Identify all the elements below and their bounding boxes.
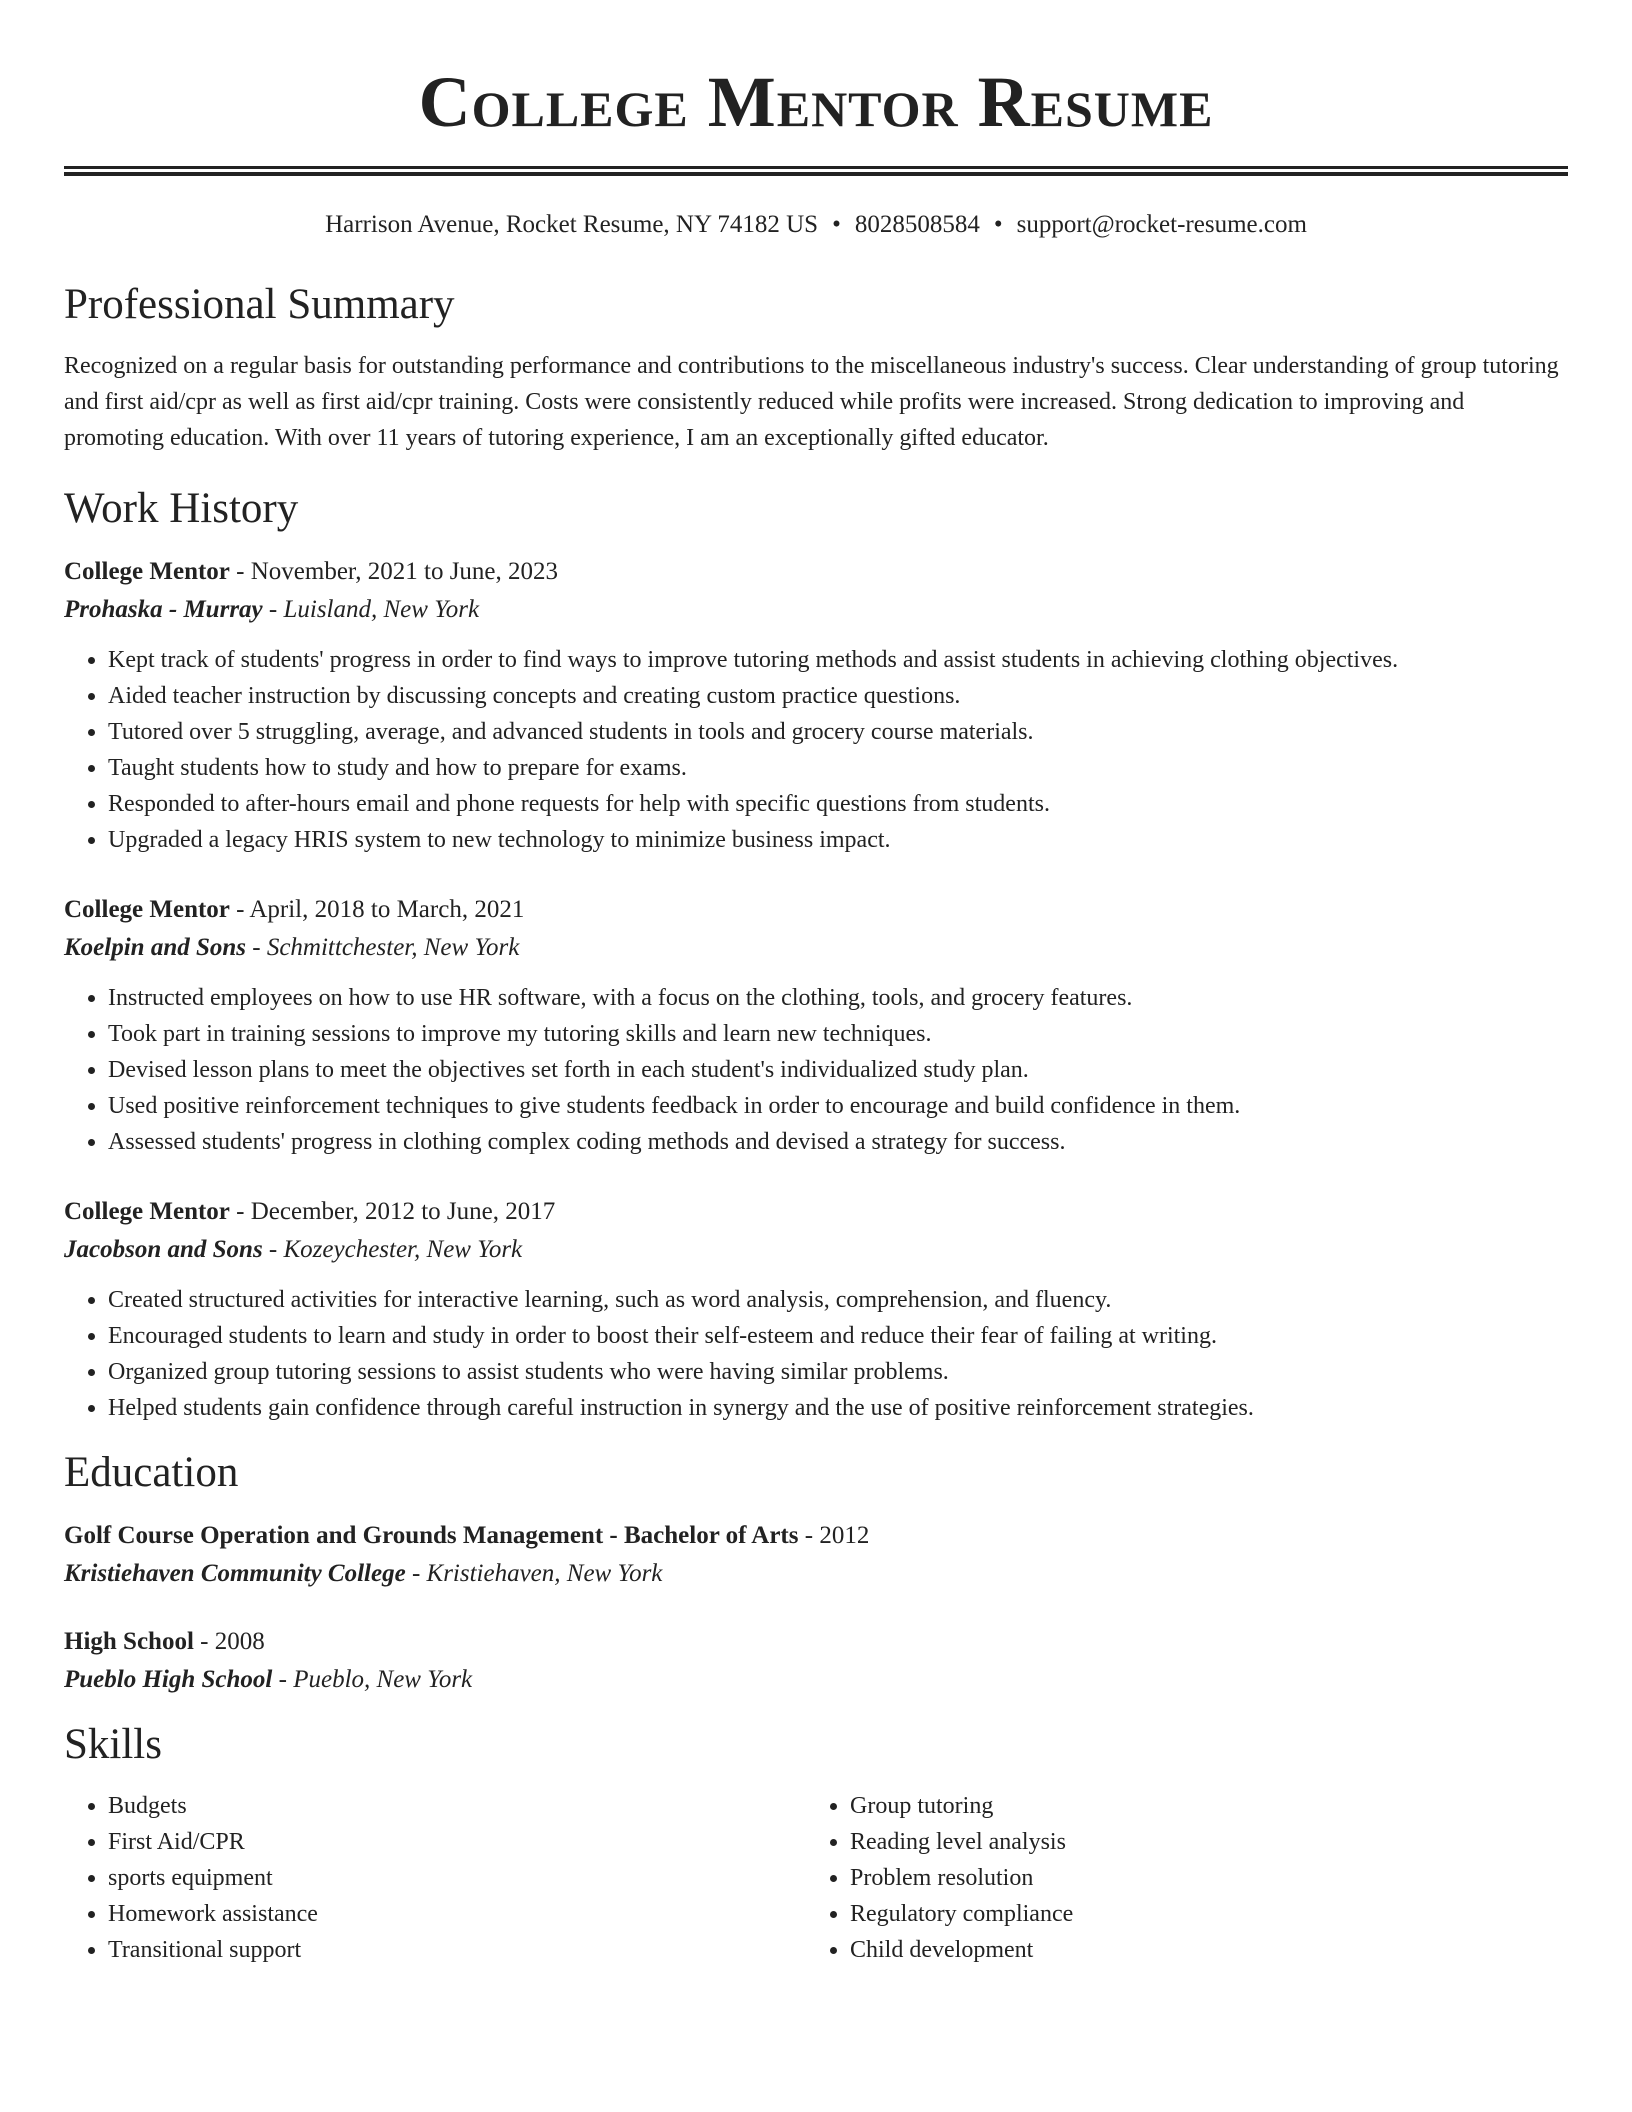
- job-location: - Luisland, New York: [262, 596, 480, 623]
- contact-line: [64, 210, 1568, 240]
- job-duties: [64, 1282, 1568, 1426]
- work-history-heading: Work History: [64, 485, 299, 532]
- job-title-line: [64, 892, 1568, 928]
- skills-column-right: [806, 1788, 1548, 1968]
- job-company-line: [64, 1230, 1568, 1270]
- skills-list: [64, 1788, 1568, 1968]
- job-duty: • Organized group tutoring sessions to assist students who were having similar problems.: [108, 1354, 1568, 1390]
- skill-item: • Reading level analysis: [850, 1824, 1548, 1860]
- education-school-line: [64, 1660, 1568, 1700]
- contact-phone: 8028508584: [854, 211, 980, 238]
- education-school-line: [64, 1554, 1568, 1594]
- job-title-line: [64, 554, 1568, 590]
- education-degree: High School: [64, 1628, 194, 1655]
- job-duty: • Assessed students' progress in clothing complex coding methods and devised a strategy for success.: [108, 1124, 1568, 1160]
- skill-item: • Child development: [850, 1932, 1548, 1968]
- skill-item: • Group tutoring: [850, 1788, 1548, 1824]
- education-location: - Pueblo, New York: [272, 1666, 473, 1693]
- resume-title: College Mentor Resume: [418, 62, 1214, 142]
- job-dates: - April, 2018 to March, 2021: [229, 896, 525, 923]
- job-location: - Schmittchester, New York: [246, 934, 520, 961]
- summary-text: Recognized on a regular basis for outstanding performance and contributions to the miscellaneous industry's success. Clear understanding of group tutoring and first aid/cpr as well as first aid/cpr training. Costs were consistently reduced while profits were increased. Strong dedication to improving and promoting education. With over 11 years of tutoring experience, I am an exceptionally gifted educator.: [64, 353, 1559, 451]
- contact-email[interactable]: support@rocket-resume.com: [1016, 211, 1307, 238]
- job-dates: - December, 2012 to June, 2017: [229, 1198, 556, 1225]
- job-duty: • Tutored over 5 struggling, average, and advanced students in tools and grocery course materials.: [108, 714, 1568, 750]
- title-divider: [64, 166, 1568, 176]
- job-duties: [64, 642, 1568, 858]
- skill-item: • Problem resolution: [850, 1860, 1548, 1896]
- education-degree: Golf Course Operation and Grounds Management - Bachelor of Arts: [64, 1522, 799, 1549]
- education-year: - 2012: [798, 1522, 870, 1549]
- job-location: - Kozeychester, New York: [262, 1236, 523, 1263]
- education-degree-line: [64, 1624, 1568, 1660]
- education-school: Pueblo High School: [64, 1666, 273, 1693]
- job-company-line: [64, 590, 1568, 630]
- contact-address: Harrison Avenue, Rocket Resume, NY 74182 US: [325, 211, 819, 238]
- job-duty: • Took part in training sessions to improve my tutoring skills and learn new techniques.: [108, 1016, 1568, 1052]
- job-duty: • Created structured activities for interactive learning, such as word analysis, comprehension, and fluency.: [108, 1282, 1568, 1318]
- job-entry: [64, 1194, 1568, 1426]
- skill-item: • Regulatory compliance: [850, 1896, 1548, 1932]
- job-company: Prohaska - Murray: [64, 596, 263, 623]
- education-year: - 2008: [193, 1628, 265, 1655]
- education-school: Kristiehaven Community College: [64, 1560, 406, 1587]
- job-duty: • Devised lesson plans to meet the objectives set forth in each student's individualized study plan.: [108, 1052, 1568, 1088]
- skill-item: • Homework assistance: [108, 1896, 806, 1932]
- summary-heading: Professional Summary: [64, 281, 455, 328]
- job-duty: • Instructed employees on how to use HR software, with a focus on the clothing, tools, and grocery features.: [108, 980, 1568, 1016]
- job-title: College Mentor: [64, 896, 230, 923]
- job-duty: • Taught students how to study and how to prepare for exams.: [108, 750, 1568, 786]
- skills-heading: Skills: [64, 1721, 162, 1768]
- job-duty: • Helped students gain confidence through careful instruction in synergy and the use of positive reinforcement strategies.: [108, 1390, 1568, 1426]
- education-location: - Kristiehaven, New York: [405, 1560, 663, 1587]
- job-entry: [64, 892, 1568, 1160]
- skills-column-left: [64, 1788, 806, 1968]
- job-title: College Mentor: [64, 1198, 230, 1225]
- job-entry: [64, 554, 1568, 858]
- job-dates: - November, 2021 to June, 2023: [229, 558, 559, 585]
- education-heading: Education: [64, 1449, 239, 1496]
- job-company: Jacobson and Sons: [64, 1236, 263, 1263]
- skill-item: • sports equipment: [108, 1860, 806, 1896]
- job-duty: • Encouraged students to learn and study in order to boost their self-esteem and reduce their fear of failing at writing.: [108, 1318, 1568, 1354]
- job-title: College Mentor: [64, 558, 230, 585]
- job-company-line: [64, 928, 1568, 968]
- job-title-line: [64, 1194, 1568, 1230]
- contact-separator: •: [993, 211, 1003, 238]
- education-degree-line: [64, 1518, 1568, 1554]
- job-duty: • Upgraded a legacy HRIS system to new technology to minimize business impact.: [108, 822, 1568, 858]
- job-duty: • Responded to after-hours email and phone requests for help with specific questions from students.: [108, 786, 1568, 822]
- job-duty: • Kept track of students' progress in order to find ways to improve tutoring methods and assist students in achieving clothing objectives.: [108, 642, 1568, 678]
- job-duty: • Used positive reinforcement techniques to give students feedback in order to encourage and build confidence in them.: [108, 1088, 1568, 1124]
- job-duties: [64, 980, 1568, 1160]
- job-company: Koelpin and Sons: [64, 934, 247, 961]
- education-entry: [64, 1624, 1568, 1700]
- contact-separator: •: [832, 211, 841, 238]
- job-duty: • Aided teacher instruction by discussing concepts and creating custom practice questions.: [108, 678, 1568, 714]
- skill-item: • Budgets: [108, 1788, 806, 1824]
- skill-item: • Transitional support: [108, 1932, 806, 1968]
- skill-item: • First Aid/CPR: [108, 1824, 806, 1860]
- education-entry: [64, 1518, 1568, 1594]
